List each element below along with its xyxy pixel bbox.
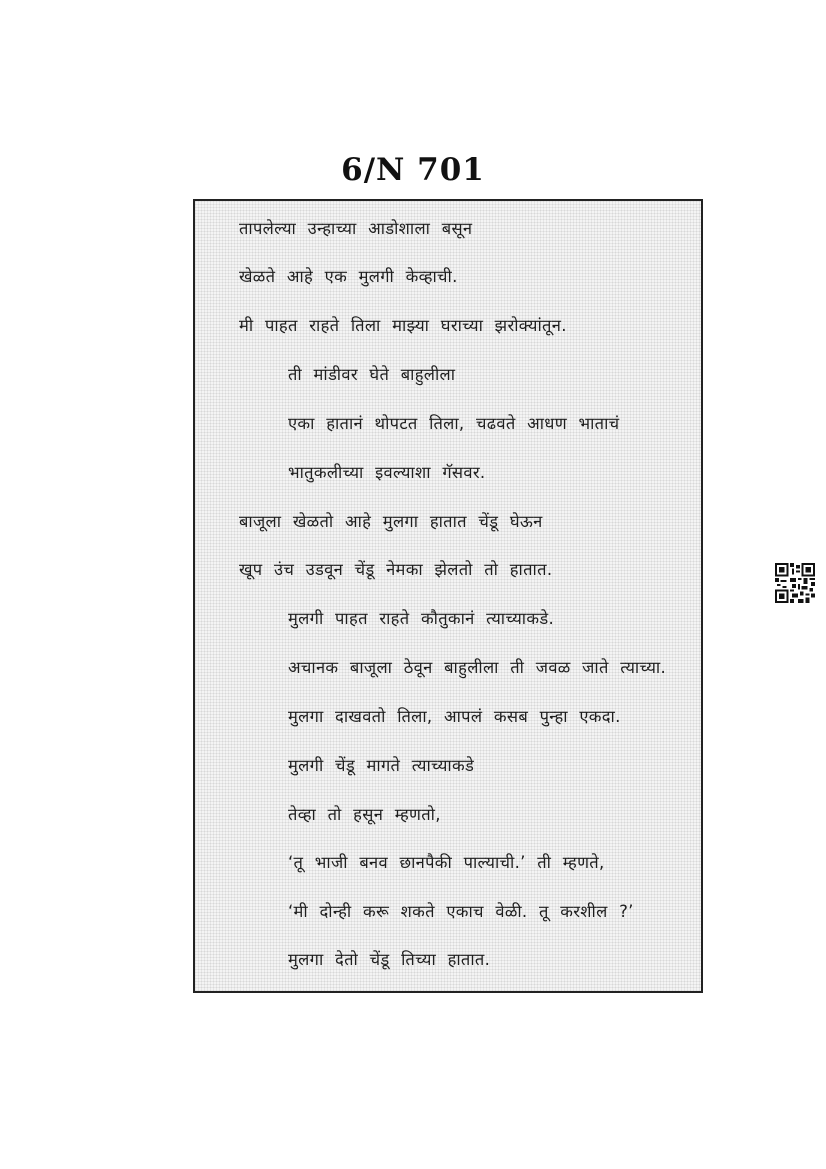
- poem-line: खूप उंच उडवून चेंडू नेमका झेलतो तो हातात.: [239, 560, 553, 579]
- poem-passage-box: [193, 199, 703, 993]
- poem-line: खेळते आहे एक मुलगी केव्हाची.: [239, 267, 458, 286]
- poem-line: मुलगी पाहत राहते कौतुकानं त्याच्याकडे.: [288, 609, 555, 628]
- poem-line: ‘मी दोन्ही करू शकते एकाच वेळी. तू करशील ?’: [288, 902, 634, 921]
- poem-line: भातुकलीच्या इवल्याशा गॅसवर.: [288, 463, 486, 482]
- poem-line: बाजूला खेळतो आहे मुलगा हातात चेंडू घेऊन: [239, 512, 543, 531]
- poem-line: ‘तू भाजी बनव छानपैकी पाल्याची.’ ती म्हणते,: [288, 853, 605, 872]
- qr-code-icon: [775, 563, 815, 603]
- poem-line: तापलेल्या उन्हाच्या आडोशाला बसून: [239, 219, 473, 238]
- page-code: 6/N 701: [341, 152, 485, 188]
- poem-line: मुलगी चेंडू मागते त्याच्याकडे: [288, 756, 475, 775]
- poem-line: अचानक बाजूला ठेवून बाहुलीला ती जवळ जाते त्याच्या.: [288, 658, 667, 677]
- poem-line: तेव्हा तो हसून म्हणतो,: [288, 805, 441, 824]
- poem-line: मुलगा देतो चेंडू तिच्या हातात.: [288, 950, 491, 969]
- poem-line: एका हातानं थोपटत तिला, चढवते आधण भाताचं: [288, 414, 620, 433]
- poem-line: मी पाहत राहते तिला माझ्या घराच्या झरोक्यांतून.: [239, 316, 567, 335]
- poem-line: ती मांडीवर घेते बाहुलीला: [288, 365, 456, 384]
- poem-line: मुलगा दाखवतो तिला, आपलं कसब पुन्हा एकदा.: [288, 707, 621, 726]
